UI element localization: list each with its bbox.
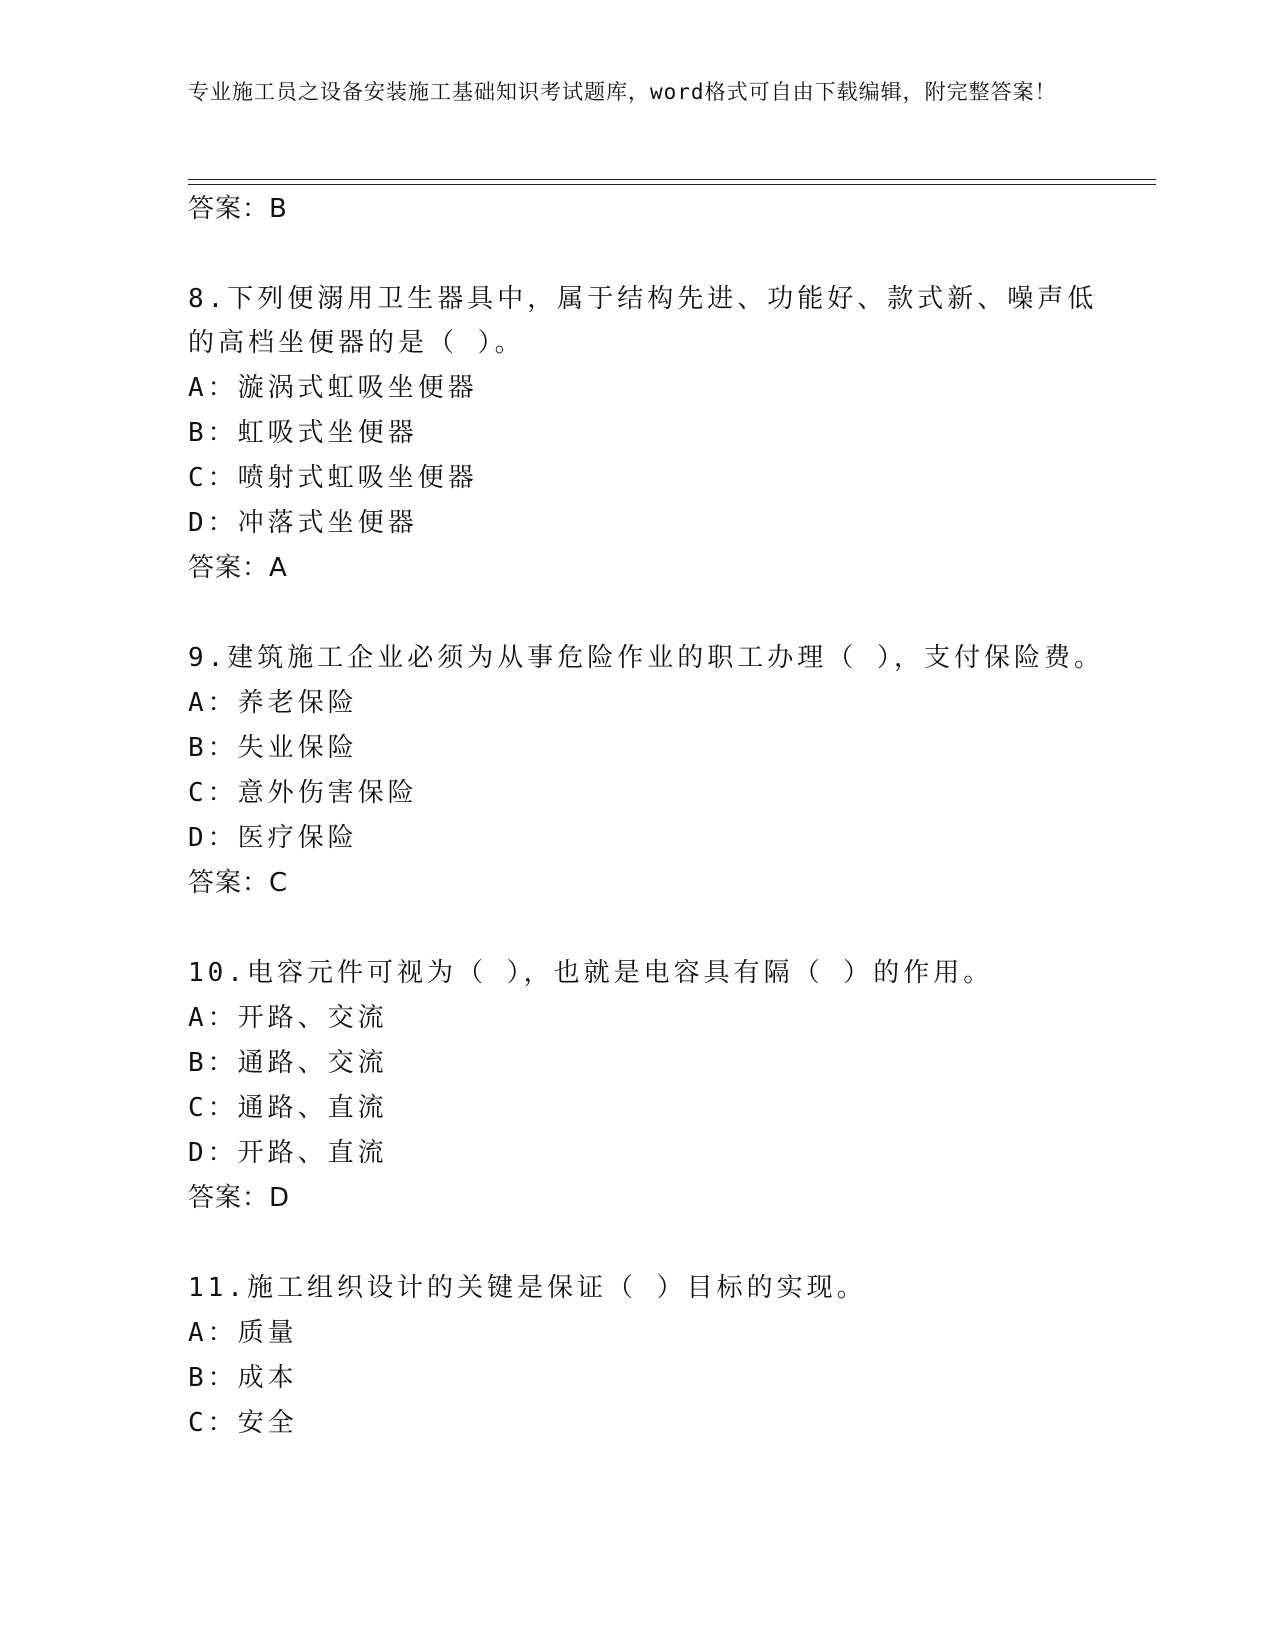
question-9-option-c: C：意外伤害保险 (188, 778, 418, 808)
question-11-option-b: B：成本 (188, 1363, 298, 1393)
question-10-stem: 10.电容元件可视为（ ），也就是电容具有隔（ ）的作用。 (188, 958, 994, 988)
question-8-stem-line1: 8.下列便溺用卫生器具中，属于结构先进、功能好、款式新、噪声低 (188, 284, 1098, 314)
question-8-option-c: C：喷射式虹吸坐便器 (188, 463, 478, 493)
question-9-option-d: D：医疗保险 (188, 823, 358, 853)
question-11-option-c: C：安全 (188, 1408, 298, 1438)
question-11-stem: 11.施工组织设计的关键是保证（ ）目标的实现。 (188, 1273, 867, 1303)
question-9-stem: 9.建筑施工企业必须为从事危险作业的职工办理（ ），支付保险费。 (188, 643, 1104, 673)
question-9-answer: 答案：C (188, 868, 289, 898)
header-divider-top (188, 179, 1156, 180)
question-8-option-b: B：虹吸式坐便器 (188, 418, 418, 448)
question-10-option-a: A：开路、交流 (188, 1003, 388, 1033)
question-8-stem-line2: 的高档坐便器的是（ ）。 (188, 328, 525, 358)
question-9-option-a: A：养老保险 (188, 688, 358, 718)
answer-7: 答案：B (188, 194, 288, 224)
document-header: 专业施工员之设备安装施工基础知识考试题库，word格式可自由下载编辑，附完整答案！ (188, 80, 1057, 104)
question-8-option-a: A：漩涡式虹吸坐便器 (188, 373, 478, 403)
question-9-option-b: B：失业保险 (188, 733, 358, 763)
question-8-answer: 答案：A (188, 553, 288, 583)
header-divider-bottom (188, 184, 1156, 185)
question-11-option-a: A：质量 (188, 1318, 298, 1348)
question-10-option-c: C：通路、直流 (188, 1093, 388, 1123)
question-10-answer: 答案：D (188, 1183, 291, 1213)
question-10-option-b: B：通路、交流 (188, 1048, 388, 1078)
question-8-option-d: D：冲落式坐便器 (188, 508, 418, 538)
question-10-option-d: D：开路、直流 (188, 1138, 388, 1168)
